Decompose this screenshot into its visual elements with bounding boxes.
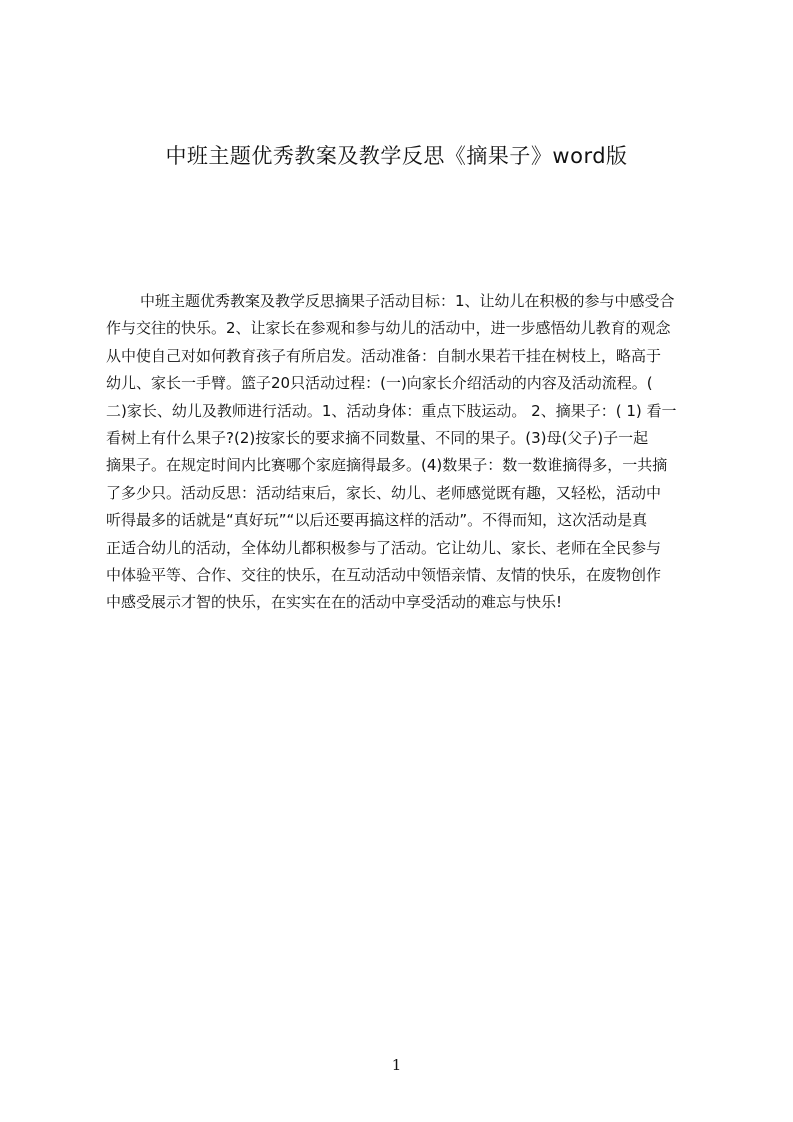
- paragraph-line: 中感受展示才智的快乐，在实实在在的活动中享受活动的难忘与快乐!: [106, 593, 563, 612]
- paragraph-line: 幼儿、家长一手臂。篮子20只活动过程：(一)向家长介绍活动的内容及活动流程。(: [106, 374, 653, 393]
- paragraph-line: 看树上有什么果子?(2)按家长的要求摘不同数量、不同的果子。(3)母(父子)子一起: [106, 428, 649, 447]
- paragraph-line: 中班主题优秀教案及教学反思摘果子活动目标：1、让幼儿在积极的参与中感受合: [140, 292, 675, 310]
- paragraph-line: 听得最多的话就是“真好玩”“以后还要再搞这样的活动”。不得而知，这次活动是真: [106, 511, 648, 530]
- paragraph-line: 从中使自己对如何教育孩子有所启发。活动准备：自制水果若干挂在树枝上，略高于: [106, 346, 662, 365]
- paragraph-line: 正适合幼儿的活动，全体幼儿都积极参与了活动。它让幼儿、家长、老师在全民参与: [106, 538, 662, 557]
- paragraph-line: 中体验平等、合作、交往的快乐，在互动活动中领悟亲情、友情的快乐，在废物创作: [106, 565, 662, 584]
- body-paragraph: [106, 288, 710, 617]
- paragraph-line: 作与交往的快乐。2、让家长在参观和参与幼儿的活动中，进一步感悟幼儿教育的观念: [106, 319, 671, 338]
- paragraph-line: 二)家长、幼儿及教师进行活动。1、活动身体：重点下肢运动。 2、摘果子：( 1) 看一: [106, 401, 677, 420]
- paragraph-line: 了多少只。活动反思：活动结束后，家长、幼儿、老师感觉既有趣，又轻松，活动中: [106, 483, 662, 502]
- document-title: 中班主题优秀教案及教学反思《摘果子》word版: [165, 144, 628, 168]
- paragraph-line: 摘果子。在规定时间内比赛哪个家庭摘得最多。(4)数果子：数一数谁摘得多，一共摘: [106, 456, 668, 475]
- page-number: 1: [391, 1056, 402, 1074]
